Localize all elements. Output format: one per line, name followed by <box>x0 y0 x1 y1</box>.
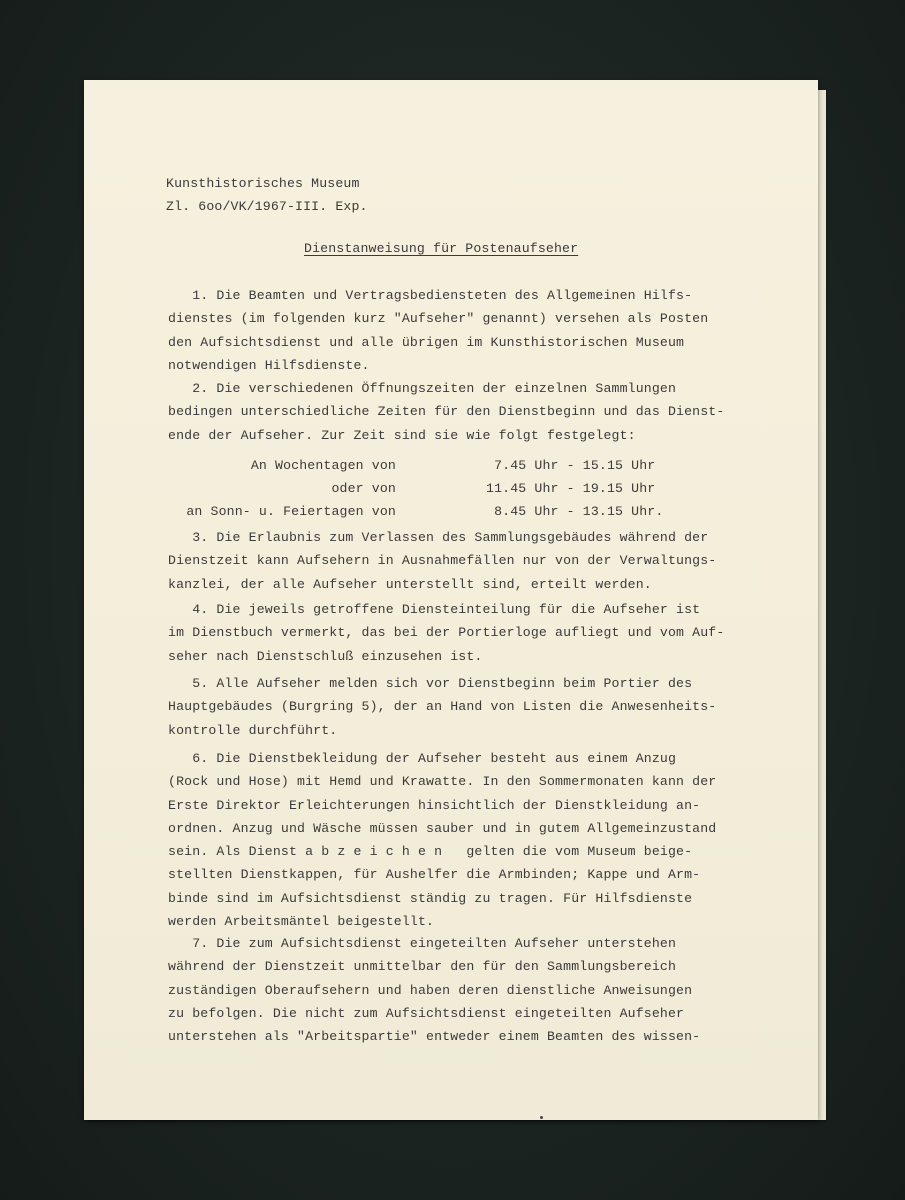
text-line: 4. Die jeweils getroffene Diensteinteilung für die Aufseher ist <box>168 602 701 617</box>
paragraph-2 <box>168 377 738 447</box>
paragraph-5 <box>168 672 738 742</box>
text-line: dienstes (im folgenden kurz "Aufseher" genannt) versehen als Posten <box>168 311 709 327</box>
paragraph-4 <box>168 598 738 668</box>
text-line: bedingen unterschiedliche Zeiten für den Dienstbeginn und das Dienst- <box>168 404 725 420</box>
hours-row <box>84 477 818 500</box>
text-line: werden Arbeitsmäntel beigestellt. <box>168 914 435 930</box>
text-line: im Dienstbuch vermerkt, das bei der Portierloge aufliegt und vom Auf- <box>168 625 725 641</box>
text-line: binde sind im Aufsichtsdienst ständig zu tragen. Für Hilfsdienste <box>168 890 693 906</box>
hours-time: 11.45 Uhr - 19.15 Uhr <box>486 481 656 496</box>
museum-name: Kunsthistorisches Museum <box>166 176 360 191</box>
text-line: Erste Direktor Erleichterungen hinsichtlich der Dienstkleidung an- <box>168 797 701 813</box>
paragraph-7 <box>168 932 738 1048</box>
text-line: 5. Alle Aufseher melden sich vor Dienstbeginn beim Portier des <box>168 676 693 691</box>
hours-row <box>84 500 818 523</box>
text-line: unterstehen als "Arbeitspartie" entweder einem Beamten des wissen- <box>168 1029 701 1045</box>
text-line: kontrolle durchführt. <box>168 722 338 738</box>
hours-row <box>84 454 818 477</box>
text-line: 3. Die Erlaubnis zum Verlassen des Sammlungsgebäudes während der <box>168 530 709 545</box>
text-line: kanzlei, der alle Aufseher unterstellt sind, erteilt werden. <box>168 576 652 592</box>
document-title: Dienstanweisung für Postenaufseher <box>304 241 579 256</box>
text-line: notwendigen Hilfsdienste. <box>168 357 370 373</box>
hours-label: oder von <box>331 481 396 496</box>
hours-label: an Sonn- u. Feiertagen von <box>186 504 396 519</box>
text-line: zuständigen Oberaufsehern und haben deren dienstliche Anweisungen <box>168 982 693 998</box>
text-line: ende der Aufseher. Zur Zeit sind sie wie folgt festgelegt: <box>168 427 636 443</box>
text-line: zu befolgen. Die nicht zum Aufsichtsdienst eingeteilten Aufseher <box>168 1005 685 1021</box>
text-line: (Rock und Hose) mit Hemd und Krawatte. In den Sommermonaten kann der <box>168 774 717 790</box>
hours-label: An Wochentagen von <box>250 458 396 473</box>
text-line: 7. Die zum Aufsichtsdienst eingeteilten Aufseher unterstehen <box>168 936 677 951</box>
text-line: Hauptgebäudes (Burgring 5), der an Hand von Listen die Anwesenheits- <box>168 699 717 715</box>
text-line: seher nach Dienstschluß einzusehen ist. <box>168 648 483 664</box>
opening-hours-table <box>84 454 818 523</box>
paragraph-3 <box>168 526 738 596</box>
text-line: den Aufsichtsdienst und alle übrigen im Kunsthistorischen Museum <box>168 334 685 350</box>
text-line: 6. Die Dienstbekleidung der Aufseher besteht aus einem Anzug <box>168 751 677 766</box>
ink-dot <box>540 1116 543 1119</box>
text-line: Dienstzeit kann Aufsehern in Ausnahmefällen nur von der Verwaltungs- <box>168 553 717 569</box>
hours-time: 8.45 Uhr - 13.15 Uhr. <box>486 504 664 519</box>
text-line: während der Dienstzeit unmittelbar den für den Sammlungsbereich <box>168 959 677 975</box>
text-line: 1. Die Beamten und Vertragsbediensteten des Allgemeinen Hilfs- <box>168 288 693 303</box>
text-line: sein. Als Dienst a b z e i c h e n gelten die vom Museum beige- <box>168 844 693 860</box>
text-line: ordnen. Anzug und Wäsche müssen sauber und in gutem Allgemeinzustand <box>168 820 717 836</box>
typed-document-page <box>84 80 818 1120</box>
document-header <box>166 172 368 219</box>
text-line: 2. Die verschiedenen Öffnungszeiten der einzelnen Sammlungen <box>168 381 677 396</box>
reference-number: Zl. 6oo/VK/1967-III. Exp. <box>166 199 368 215</box>
hours-time: 7.45 Uhr - 15.15 Uhr <box>486 458 656 473</box>
paragraph-6 <box>168 747 738 933</box>
paragraph-1 <box>168 284 738 377</box>
text-line: stellten Dienstkappen, für Aushelfer die Armbinden; Kappe und Arm- <box>168 867 701 883</box>
